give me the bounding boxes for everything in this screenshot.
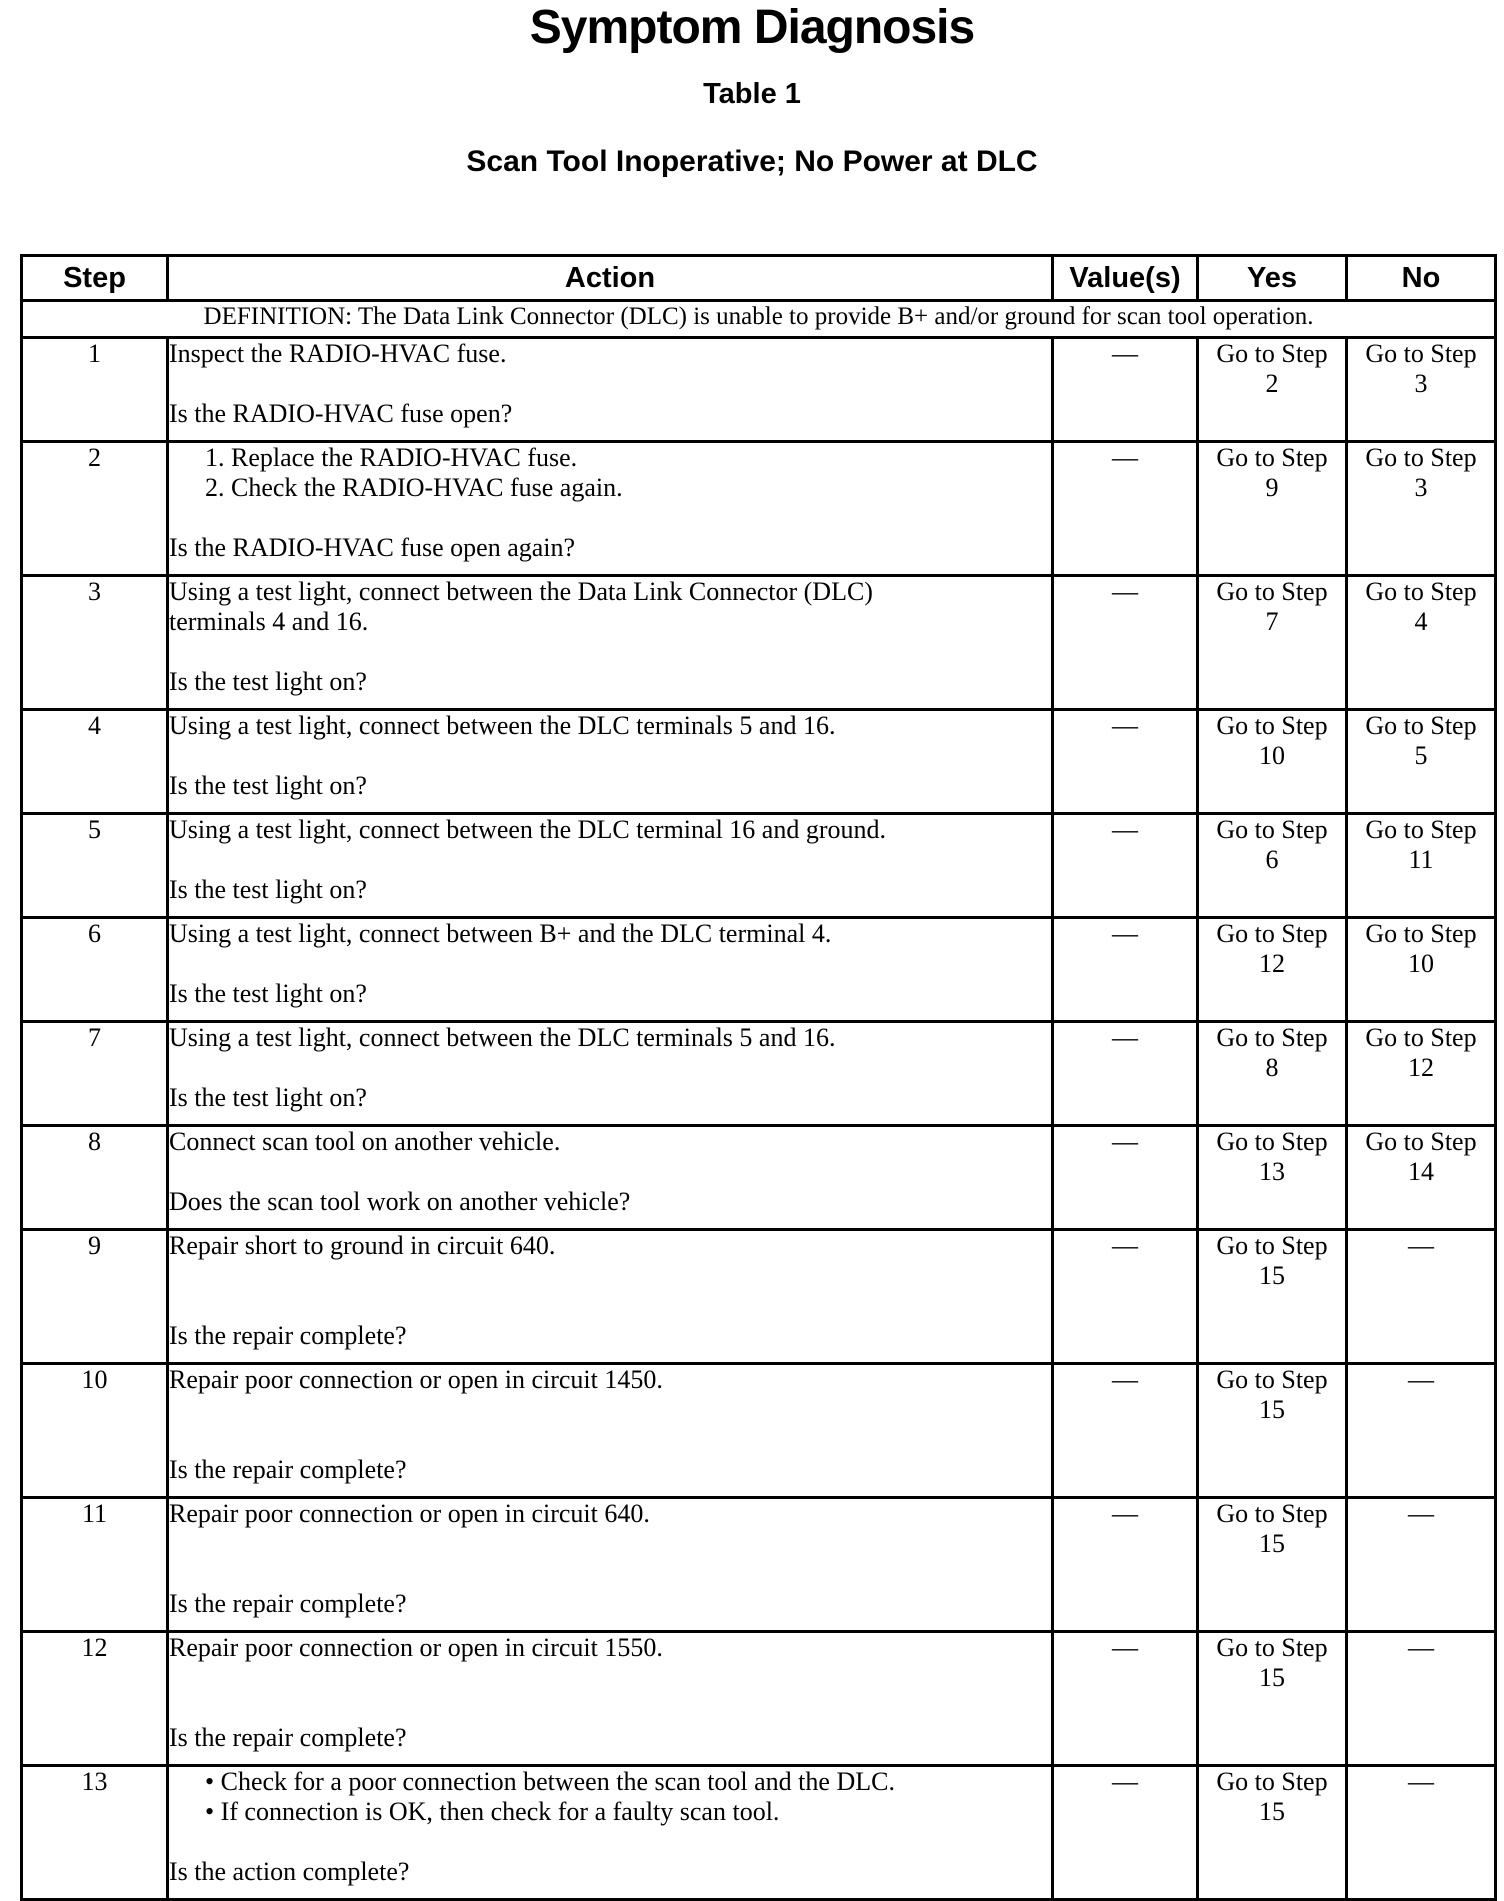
action-cell	[168, 338, 1053, 442]
step-number: 4	[22, 710, 168, 814]
no-cell	[1347, 710, 1496, 814]
table-row	[22, 1498, 1496, 1632]
action-question: Is the repair complete?	[169, 1455, 407, 1484]
action-question: Is the repair complete?	[169, 1589, 407, 1618]
yes-cell	[1198, 814, 1347, 918]
no-cell	[1347, 1126, 1496, 1230]
value-cell: —	[1053, 918, 1198, 1022]
table-subtitle: Scan Tool Inoperative; No Power at DLC	[466, 145, 1038, 178]
action-line: • If connection is OK, then check for a faulty scan tool.	[205, 1797, 780, 1826]
yes-line: Go to Step	[1216, 1231, 1328, 1260]
step-number: 6	[22, 918, 168, 1022]
no-cell	[1347, 1766, 1496, 1900]
no-line: Go to Step	[1365, 919, 1477, 948]
action-line: 2. Check the RADIO-HVAC fuse again.	[205, 473, 623, 502]
action-line: Using a test light, connect between B+ and the DLC terminal 4.	[169, 919, 832, 948]
yes-cell	[1198, 1230, 1347, 1364]
action-cell	[168, 710, 1053, 814]
no-line: 3	[1414, 369, 1428, 398]
step-number: 13	[22, 1766, 168, 1900]
action-cell	[168, 1498, 1053, 1632]
no-cell	[1347, 576, 1496, 710]
column-header-no: No	[1347, 256, 1496, 301]
step-number: 2	[22, 442, 168, 576]
no-line: 10	[1408, 949, 1434, 978]
column-header-values: Value(s)	[1053, 256, 1198, 301]
no-line: Go to Step	[1365, 577, 1477, 606]
yes-line: Go to Step	[1216, 1365, 1328, 1394]
step-number: 7	[22, 1022, 168, 1126]
table-row	[22, 918, 1496, 1022]
action-line: 1. Replace the RADIO-HVAC fuse.	[205, 443, 578, 472]
yes-line: Go to Step	[1216, 577, 1328, 606]
yes-line: 10	[1259, 741, 1285, 770]
no-cell	[1347, 1230, 1496, 1364]
no-cell	[1347, 338, 1496, 442]
no-line: 5	[1414, 741, 1428, 770]
table-label: Table 1	[703, 78, 801, 110]
table-row	[22, 1230, 1496, 1364]
value-cell: —	[1053, 1364, 1198, 1498]
no-line: 3	[1414, 473, 1428, 502]
yes-line: Go to Step	[1216, 919, 1328, 948]
no-line: —	[1408, 1365, 1434, 1394]
no-cell	[1347, 1632, 1496, 1766]
no-line: —	[1408, 1499, 1434, 1528]
yes-cell	[1198, 918, 1347, 1022]
yes-cell	[1198, 338, 1347, 442]
action-question: Is the test light on?	[169, 875, 367, 904]
action-cell	[168, 1230, 1053, 1364]
action-cell	[168, 918, 1053, 1022]
action-line: Repair poor connection or open in circuit 1550.	[169, 1633, 663, 1662]
action-question: Is the test light on?	[169, 1083, 367, 1112]
yes-line: 6	[1265, 845, 1279, 874]
step-number: 11	[22, 1498, 168, 1632]
yes-cell	[1198, 1126, 1347, 1230]
action-question: Is the repair complete?	[169, 1321, 407, 1350]
action-cell	[168, 814, 1053, 918]
yes-line: Go to Step	[1216, 1023, 1328, 1052]
yes-cell	[1198, 1766, 1347, 1900]
yes-line: 9	[1265, 473, 1279, 502]
table-row	[22, 1022, 1496, 1126]
value-cell: —	[1053, 1126, 1198, 1230]
action-question: Is the RADIO-HVAC fuse open again?	[169, 533, 576, 562]
action-line: terminals 4 and 16.	[169, 607, 369, 636]
table-row	[22, 710, 1496, 814]
value-cell: —	[1053, 814, 1198, 918]
value-cell: —	[1053, 1766, 1198, 1900]
step-number: 1	[22, 338, 168, 442]
no-cell	[1347, 1364, 1496, 1498]
yes-line: 15	[1259, 1261, 1285, 1290]
yes-line: 8	[1265, 1053, 1279, 1082]
action-cell	[168, 1766, 1053, 1900]
yes-line: Go to Step	[1216, 339, 1328, 368]
table-row	[22, 338, 1496, 442]
value-cell: —	[1053, 442, 1198, 576]
no-line: Go to Step	[1365, 711, 1477, 740]
yes-line: Go to Step	[1216, 1499, 1328, 1528]
no-line: Go to Step	[1365, 1127, 1477, 1156]
action-question: Does the scan tool work on another vehicle?	[169, 1187, 631, 1216]
no-cell	[1347, 814, 1496, 918]
yes-line: 15	[1259, 1797, 1285, 1826]
value-cell: —	[1053, 1022, 1198, 1126]
no-line: Go to Step	[1365, 815, 1477, 844]
yes-line: Go to Step	[1216, 1767, 1328, 1796]
value-cell: —	[1053, 338, 1198, 442]
no-line: 14	[1408, 1157, 1434, 1186]
yes-line: Go to Step	[1216, 815, 1328, 844]
yes-cell	[1198, 1022, 1347, 1126]
action-question: Is the repair complete?	[169, 1723, 407, 1752]
no-line: Go to Step	[1365, 339, 1477, 368]
table-row	[22, 1126, 1496, 1230]
table-header-row	[22, 256, 1496, 301]
yes-line: Go to Step	[1216, 443, 1328, 472]
action-question: Is the test light on?	[169, 771, 367, 800]
action-question: Is the test light on?	[169, 667, 367, 696]
yes-line: 15	[1259, 1395, 1285, 1424]
yes-line: 15	[1259, 1529, 1285, 1558]
step-number: 12	[22, 1632, 168, 1766]
no-line: —	[1408, 1767, 1434, 1796]
yes-cell	[1198, 1364, 1347, 1498]
action-line: Repair poor connection or open in circuit 1450.	[169, 1365, 663, 1394]
action-cell	[168, 442, 1053, 576]
yes-cell	[1198, 1498, 1347, 1632]
yes-cell	[1198, 442, 1347, 576]
no-line: 4	[1414, 607, 1428, 636]
yes-line: 2	[1265, 369, 1279, 398]
step-number: 5	[22, 814, 168, 918]
action-line: Using a test light, connect between the Data Link Connector (DLC)	[169, 577, 873, 606]
step-number: 10	[22, 1364, 168, 1498]
table-row	[22, 814, 1496, 918]
action-line: Inspect the RADIO-HVAC fuse.	[169, 339, 507, 368]
table-row	[22, 576, 1496, 710]
action-cell	[168, 1632, 1053, 1766]
table-row	[22, 1632, 1496, 1766]
action-question: Is the action complete?	[169, 1857, 410, 1886]
value-cell: —	[1053, 576, 1198, 710]
yes-line: 7	[1265, 607, 1279, 636]
action-question: Is the test light on?	[169, 979, 367, 1008]
no-cell	[1347, 1022, 1496, 1126]
no-line: 12	[1408, 1053, 1434, 1082]
yes-line: Go to Step	[1216, 711, 1328, 740]
action-line: Connect scan tool on another vehicle.	[169, 1127, 561, 1156]
action-line: Using a test light, connect between the DLC terminal 16 and ground.	[169, 815, 886, 844]
no-cell	[1347, 1498, 1496, 1632]
definition-row	[22, 301, 1496, 338]
yes-line: 12	[1259, 949, 1285, 978]
action-cell	[168, 576, 1053, 710]
action-question: Is the RADIO-HVAC fuse open?	[169, 399, 513, 428]
table-row	[22, 1364, 1496, 1498]
step-number: 3	[22, 576, 168, 710]
column-header-step: Step	[22, 256, 168, 301]
column-header-action: Action	[168, 256, 1053, 301]
no-line: 11	[1408, 845, 1434, 874]
page-title: Symptom Diagnosis	[529, 1, 975, 54]
action-line: Repair short to ground in circuit 640.	[169, 1231, 556, 1260]
column-header-yes: Yes	[1198, 256, 1347, 301]
no-line: Go to Step	[1365, 443, 1477, 472]
no-cell	[1347, 442, 1496, 576]
value-cell: —	[1053, 1632, 1198, 1766]
no-line: —	[1408, 1633, 1434, 1662]
step-number: 8	[22, 1126, 168, 1230]
action-line: • Check for a poor connection between the scan tool and the DLC.	[205, 1767, 895, 1796]
action-cell	[168, 1126, 1053, 1230]
action-line: Repair poor connection or open in circuit 640.	[169, 1499, 650, 1528]
value-cell: —	[1053, 710, 1198, 814]
yes-cell	[1198, 1632, 1347, 1766]
action-line: Using a test light, connect between the DLC terminals 5 and 16.	[169, 1023, 836, 1052]
step-number: 9	[22, 1230, 168, 1364]
yes-line: Go to Step	[1216, 1633, 1328, 1662]
yes-cell	[1198, 710, 1347, 814]
yes-line: 15	[1259, 1663, 1285, 1692]
value-cell: —	[1053, 1498, 1198, 1632]
symptom-diagnosis-table	[20, 254, 1497, 1901]
no-line: Go to Step	[1365, 1023, 1477, 1052]
no-line: —	[1408, 1231, 1434, 1260]
yes-cell	[1198, 576, 1347, 710]
table-row	[22, 1766, 1496, 1900]
definition-text: DEFINITION: The Data Link Connector (DLC) is unable to provide B+ and/or ground for scan tool operation.	[22, 301, 1496, 338]
no-cell	[1347, 918, 1496, 1022]
yes-line: 13	[1259, 1157, 1285, 1186]
action-cell	[168, 1364, 1053, 1498]
value-cell: —	[1053, 1230, 1198, 1364]
table-row	[22, 442, 1496, 576]
action-cell	[168, 1022, 1053, 1126]
action-line: Using a test light, connect between the DLC terminals 5 and 16.	[169, 711, 836, 740]
yes-line: Go to Step	[1216, 1127, 1328, 1156]
